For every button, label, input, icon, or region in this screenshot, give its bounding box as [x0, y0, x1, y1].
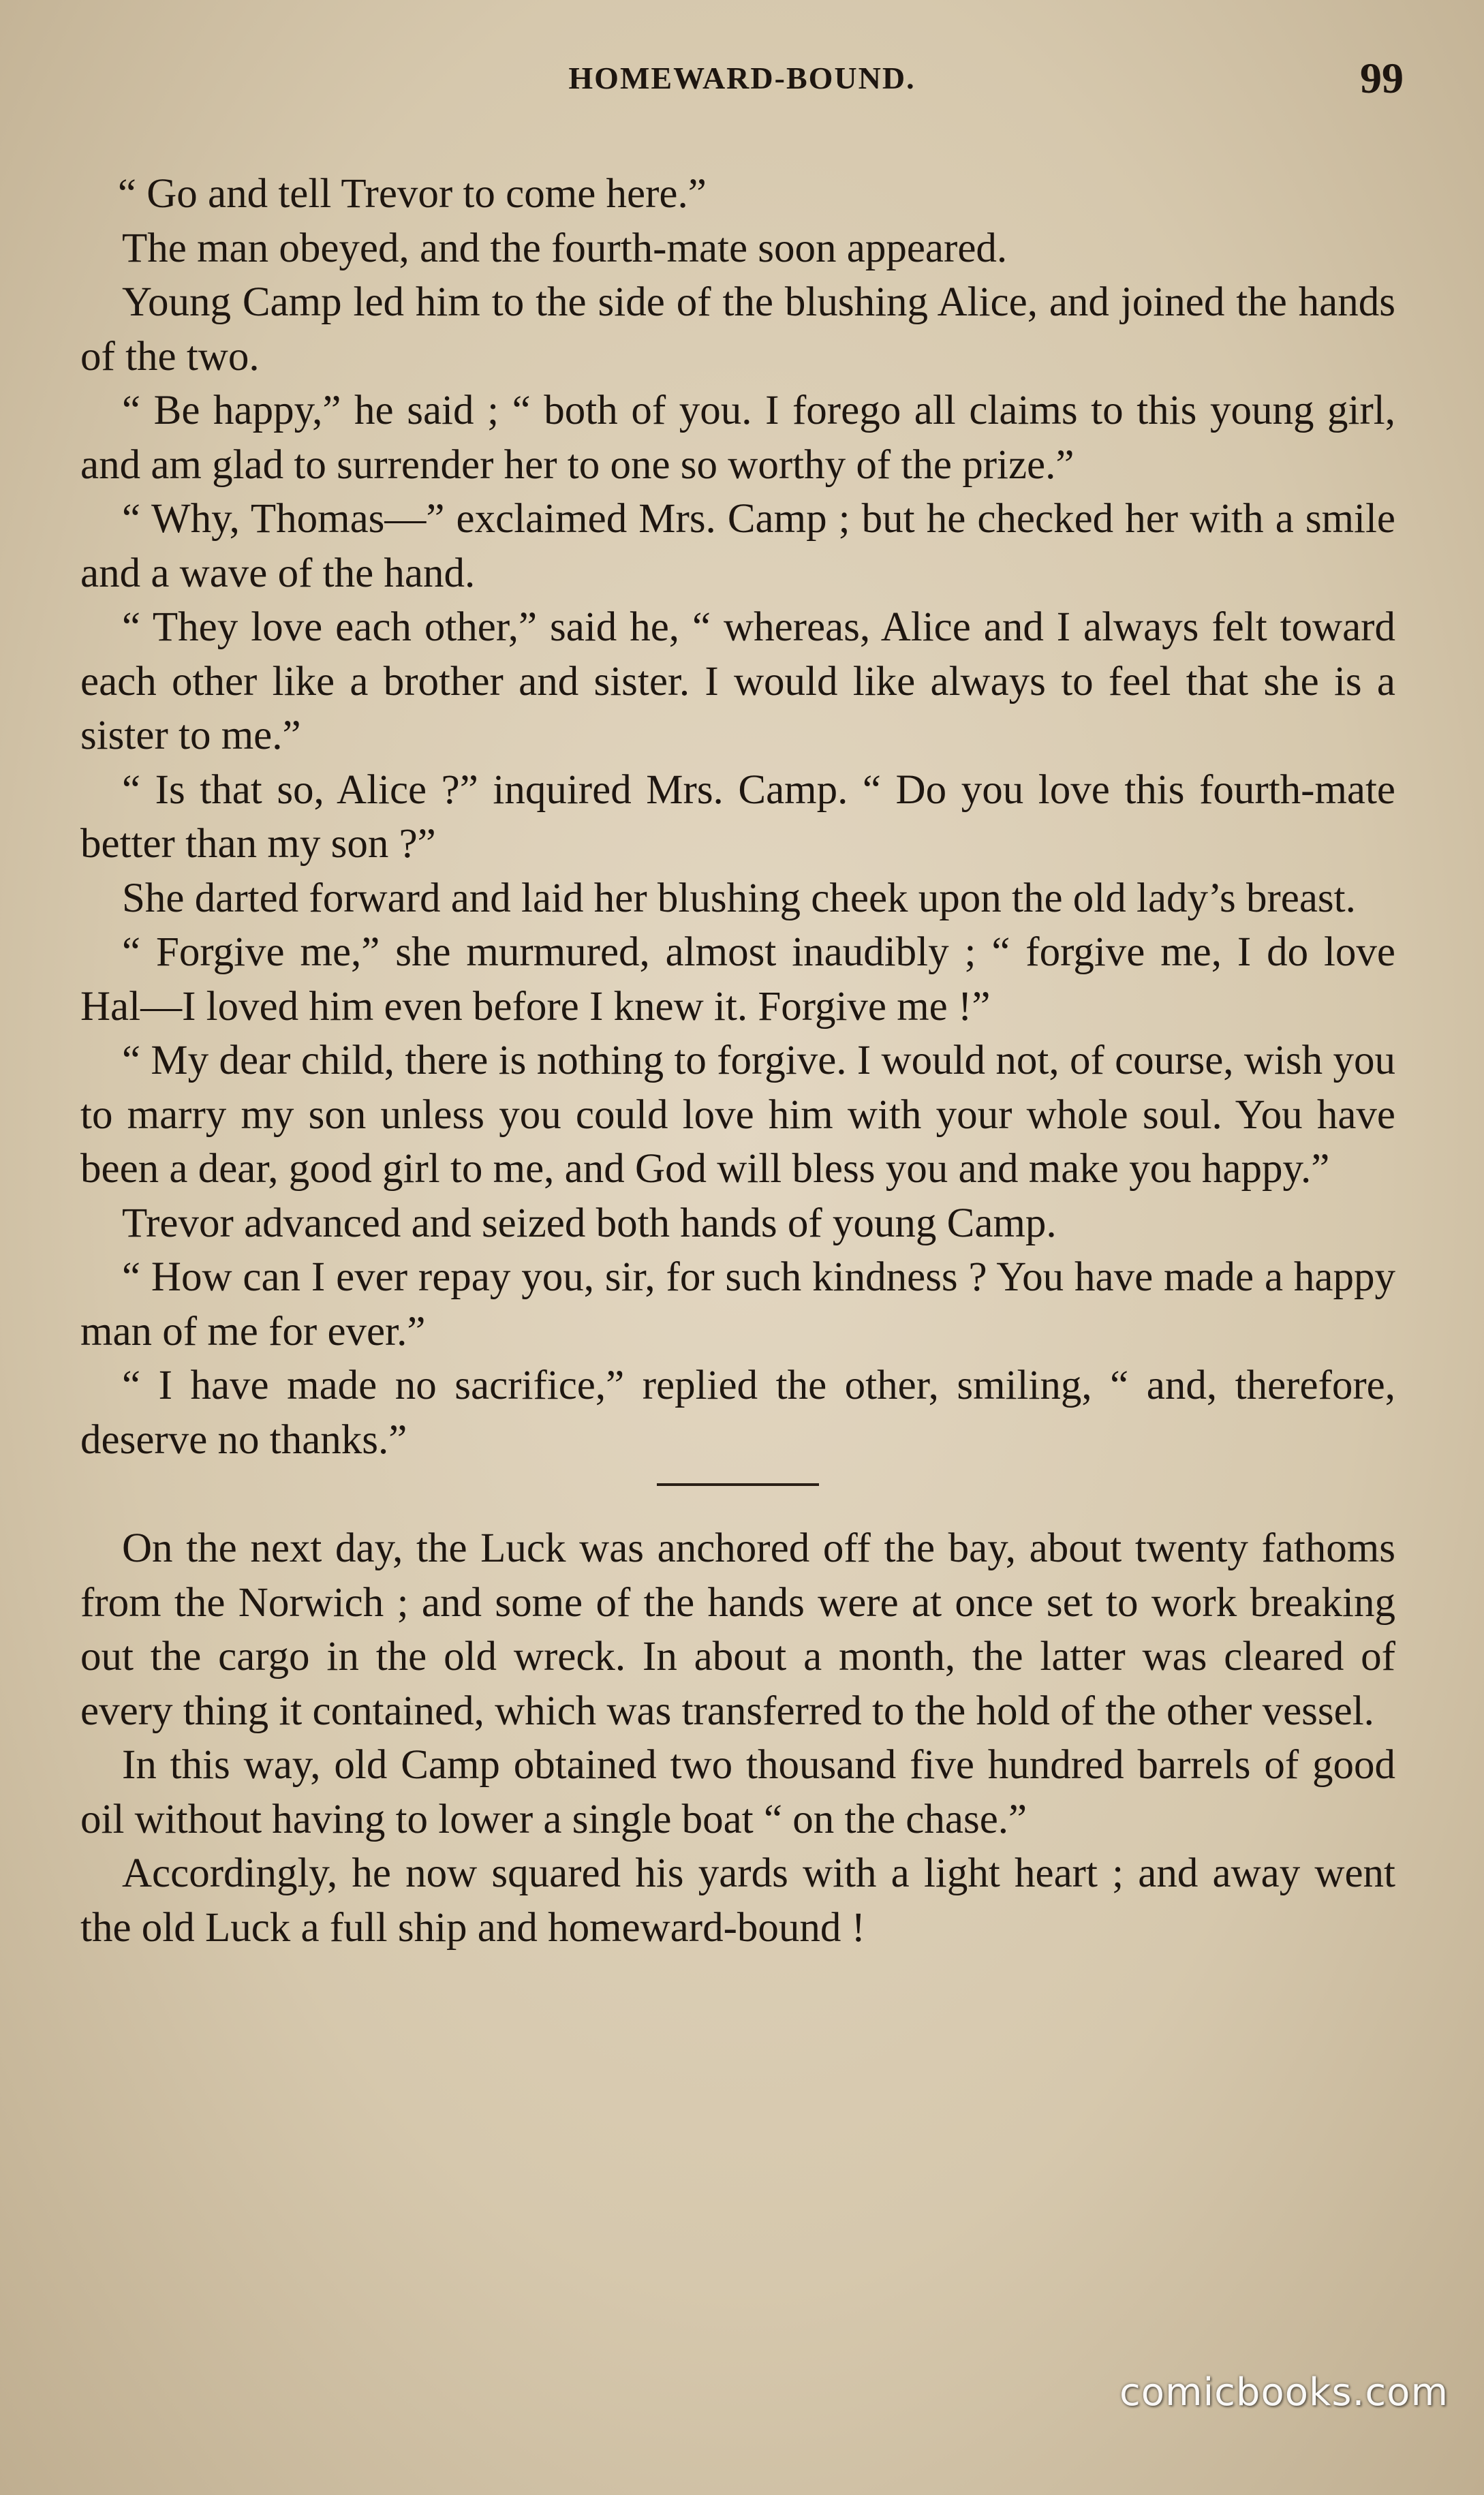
running-head: HOMEWARD-BOUND.	[568, 61, 916, 95]
paragraph: Trevor advanced and seized both hands of young Camp.	[122, 1200, 1057, 1246]
paragraph: “ Forgive me,” she murmured, almost inaudibly ; “ forgive me, I do love Hal—I loved him even before I knew it. Forgive me !”	[80, 929, 1395, 1029]
paragraph: On the next day, the Luck was anchored off the bay, about twenty fathoms from the Norwich ; and some of the hands were at once set to work breaking out the cargo in the old wreck. In about a month, the latter was cleared of every thing it contained, which was transferred to the hold of the other vessel.	[80, 1525, 1395, 1734]
paragraph: “ Be happy,” he said ; “ both of you. I forego all claims to this young girl, and am glad to surrender her to one so worthy of the prize.”	[80, 388, 1395, 488]
paragraph: The man obeyed, and the fourth-mate soon appeared.	[122, 225, 1008, 271]
paragraph: “ I have made no sacrifice,” replied the other, smiling, “ and, therefore, deserve no thanks.”	[80, 1363, 1395, 1463]
paragraph: In this way, old Camp obtained two thousand five hundred barrels of good oil without having to lower a single boat “ on the chase.”	[80, 1742, 1395, 1842]
watermark: comicbooks.com	[1119, 2370, 1449, 2415]
page-number: 99	[1360, 54, 1404, 102]
paragraph: “ Is that so, Alice ?” inquired Mrs. Camp. “ Do you love this fourth-mate better than my son ?”	[80, 766, 1395, 867]
body-text	[80, 167, 1395, 1955]
paragraph: Young Camp led him to the side of the blushing Alice, and joined the hands of the two.	[80, 279, 1395, 379]
paragraph: “ Go and tell Trevor to come here.”	[117, 171, 707, 217]
page-header	[0, 53, 1484, 114]
paragraph: “ My dear child, there is nothing to forgive. I would not, of course, wish you to marry my son unless you could love him with your whole soul. You have been a dear, good girl to me, and God will bless you and make you happy.”	[80, 1038, 1395, 1192]
paragraph: She darted forward and laid her blushing cheek upon the old lady’s breast.	[122, 875, 1356, 921]
paragraph: “ They love each other,” said he, “ whereas, Alice and I always felt toward each other like a brother and sister. I would like always to feel that she is a sister to me.”	[80, 604, 1395, 758]
paragraph: Accordingly, he now squared his yards with a light heart ; and away went the old Luck a full ship and homeward-bound !	[80, 1850, 1395, 1951]
section-divider	[657, 1483, 819, 1486]
paragraph: “ How can I ever repay you, sir, for such kindness ? You have made a happy man of me for ever.”	[80, 1254, 1395, 1354]
paragraph: “ Why, Thomas—” exclaimed Mrs. Camp ; but he checked her with a smile and a wave of the hand.	[80, 496, 1395, 596]
